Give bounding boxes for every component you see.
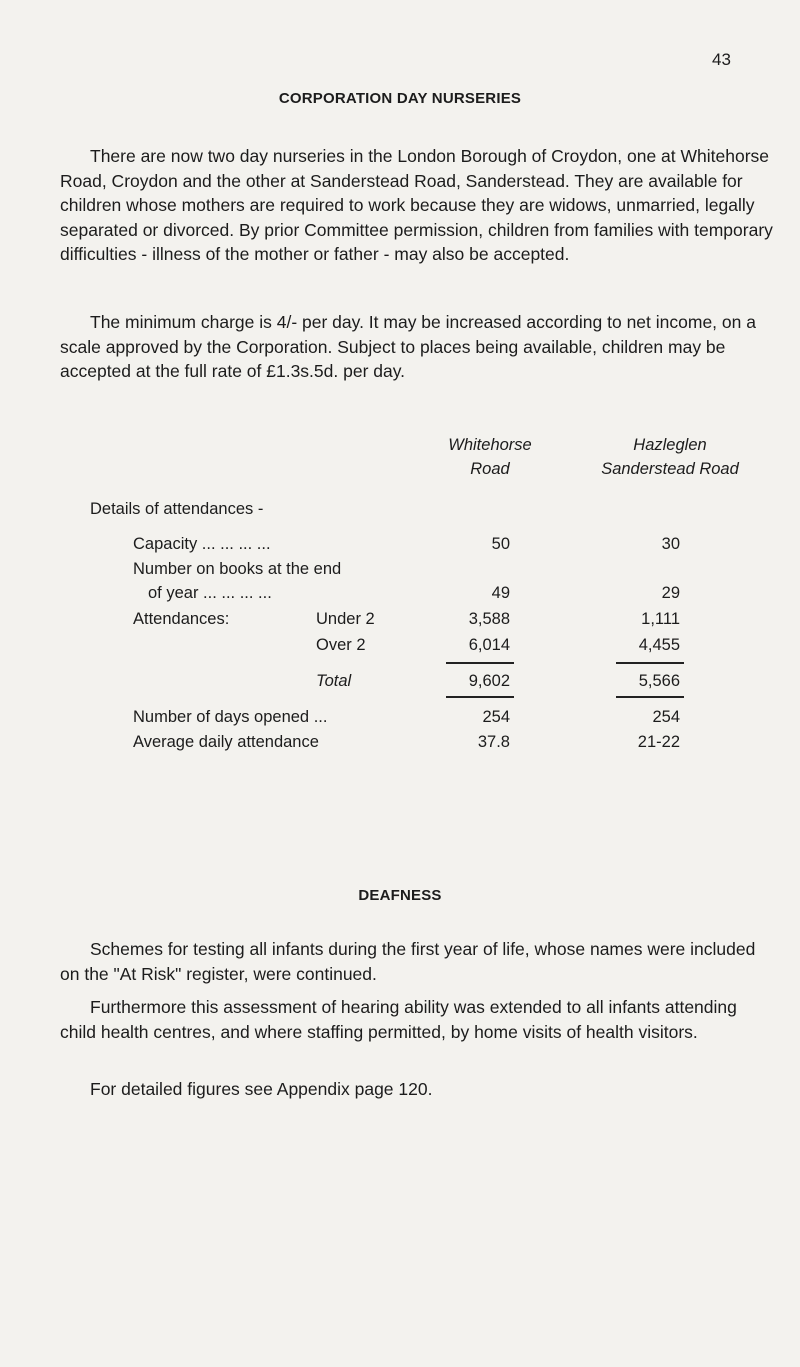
deafness-heading: DEAFNESS	[358, 887, 442, 904]
average-attendance-label: Average daily attendance	[133, 733, 319, 751]
books-label-line-2: of year ... ... ... ...	[148, 584, 272, 602]
under2-label: Under 2	[316, 610, 375, 628]
deafness-paragraph-1: Schemes for testing all infants during the first year of life, whose names were included on the "At Risk" register, were continued.	[60, 939, 756, 984]
capacity-whitehorse: 50	[491, 535, 510, 553]
average-attendance-whitehorse: 37.8	[477, 733, 510, 751]
rule-above-total-hazleglen	[616, 662, 684, 664]
under2-whitehorse: 3,588	[468, 610, 510, 628]
rule-above-total-whitehorse	[446, 662, 514, 664]
column-header-hazleglen	[570, 433, 770, 481]
column-header-whitehorse-line-1: Whitehorse	[448, 436, 532, 454]
books-hazleglen: 29	[661, 584, 680, 602]
days-opened-whitehorse: 254	[482, 708, 510, 726]
capacity-hazleglen: 30	[661, 535, 680, 553]
over2-whitehorse: 6,014	[468, 636, 510, 654]
total-hazleglen: 5,566	[638, 672, 680, 690]
rule-below-total-whitehorse	[446, 696, 514, 698]
details-label: Details of attendances -	[90, 500, 264, 518]
deafness-paragraph-3: For detailed figures see Appendix page 120.	[90, 1079, 433, 1099]
under2-hazleglen: 1,111	[641, 610, 680, 628]
nurseries-paragraph-2: The minimum charge is 4/- per day. It may be increased according to net income, on a scale approved by the Corporation. Subject to places being available, children may be accepted at the full rate of £1.3s.5d. per day.	[60, 312, 756, 381]
column-header-whitehorse-line-2: Road	[470, 460, 510, 478]
average-attendance-hazleglen: 21-22	[637, 733, 680, 751]
days-opened-hazleglen: 254	[652, 708, 680, 726]
over2-hazleglen: 4,455	[638, 636, 680, 654]
total-label: Total	[316, 672, 352, 690]
column-header-hazleglen-line-1: Hazleglen	[633, 436, 707, 454]
nurseries-paragraph-1: There are now two day nurseries in the London Borough of Croydon, one at Whitehorse Road, Croydon and the other at Sanderstead Road, Sanderstead. They are available for children whose mothers are required to work because they are widows, unmarried, legally separated or divorced. By prior Committee permission, children from families with temporary difficulties - illness of the mother or father - may also be accepted.	[60, 146, 773, 264]
books-whitehorse: 49	[491, 584, 510, 602]
nurseries-heading: CORPORATION DAY NURSERIES	[278, 90, 522, 107]
books-label-line-1: Number on books at the end	[133, 560, 342, 578]
column-header-hazleglen-line-2: Sanderstead Road	[601, 460, 739, 478]
column-header-whitehorse	[410, 433, 570, 481]
rule-below-total-hazleglen	[616, 696, 684, 698]
attendances-label: Attendances:	[133, 610, 230, 628]
total-whitehorse: 9,602	[468, 672, 510, 690]
days-opened-label: Number of days opened ...	[133, 708, 328, 726]
over2-label: Over 2	[316, 636, 366, 654]
capacity-label: Capacity ... ... ... ...	[133, 535, 271, 553]
page-number: 43	[712, 50, 731, 69]
deafness-paragraph-2: Furthermore this assessment of hearing ability was extended to all infants attending child health centres, and where staffing permitted, by home visits of health visitors.	[60, 997, 737, 1042]
